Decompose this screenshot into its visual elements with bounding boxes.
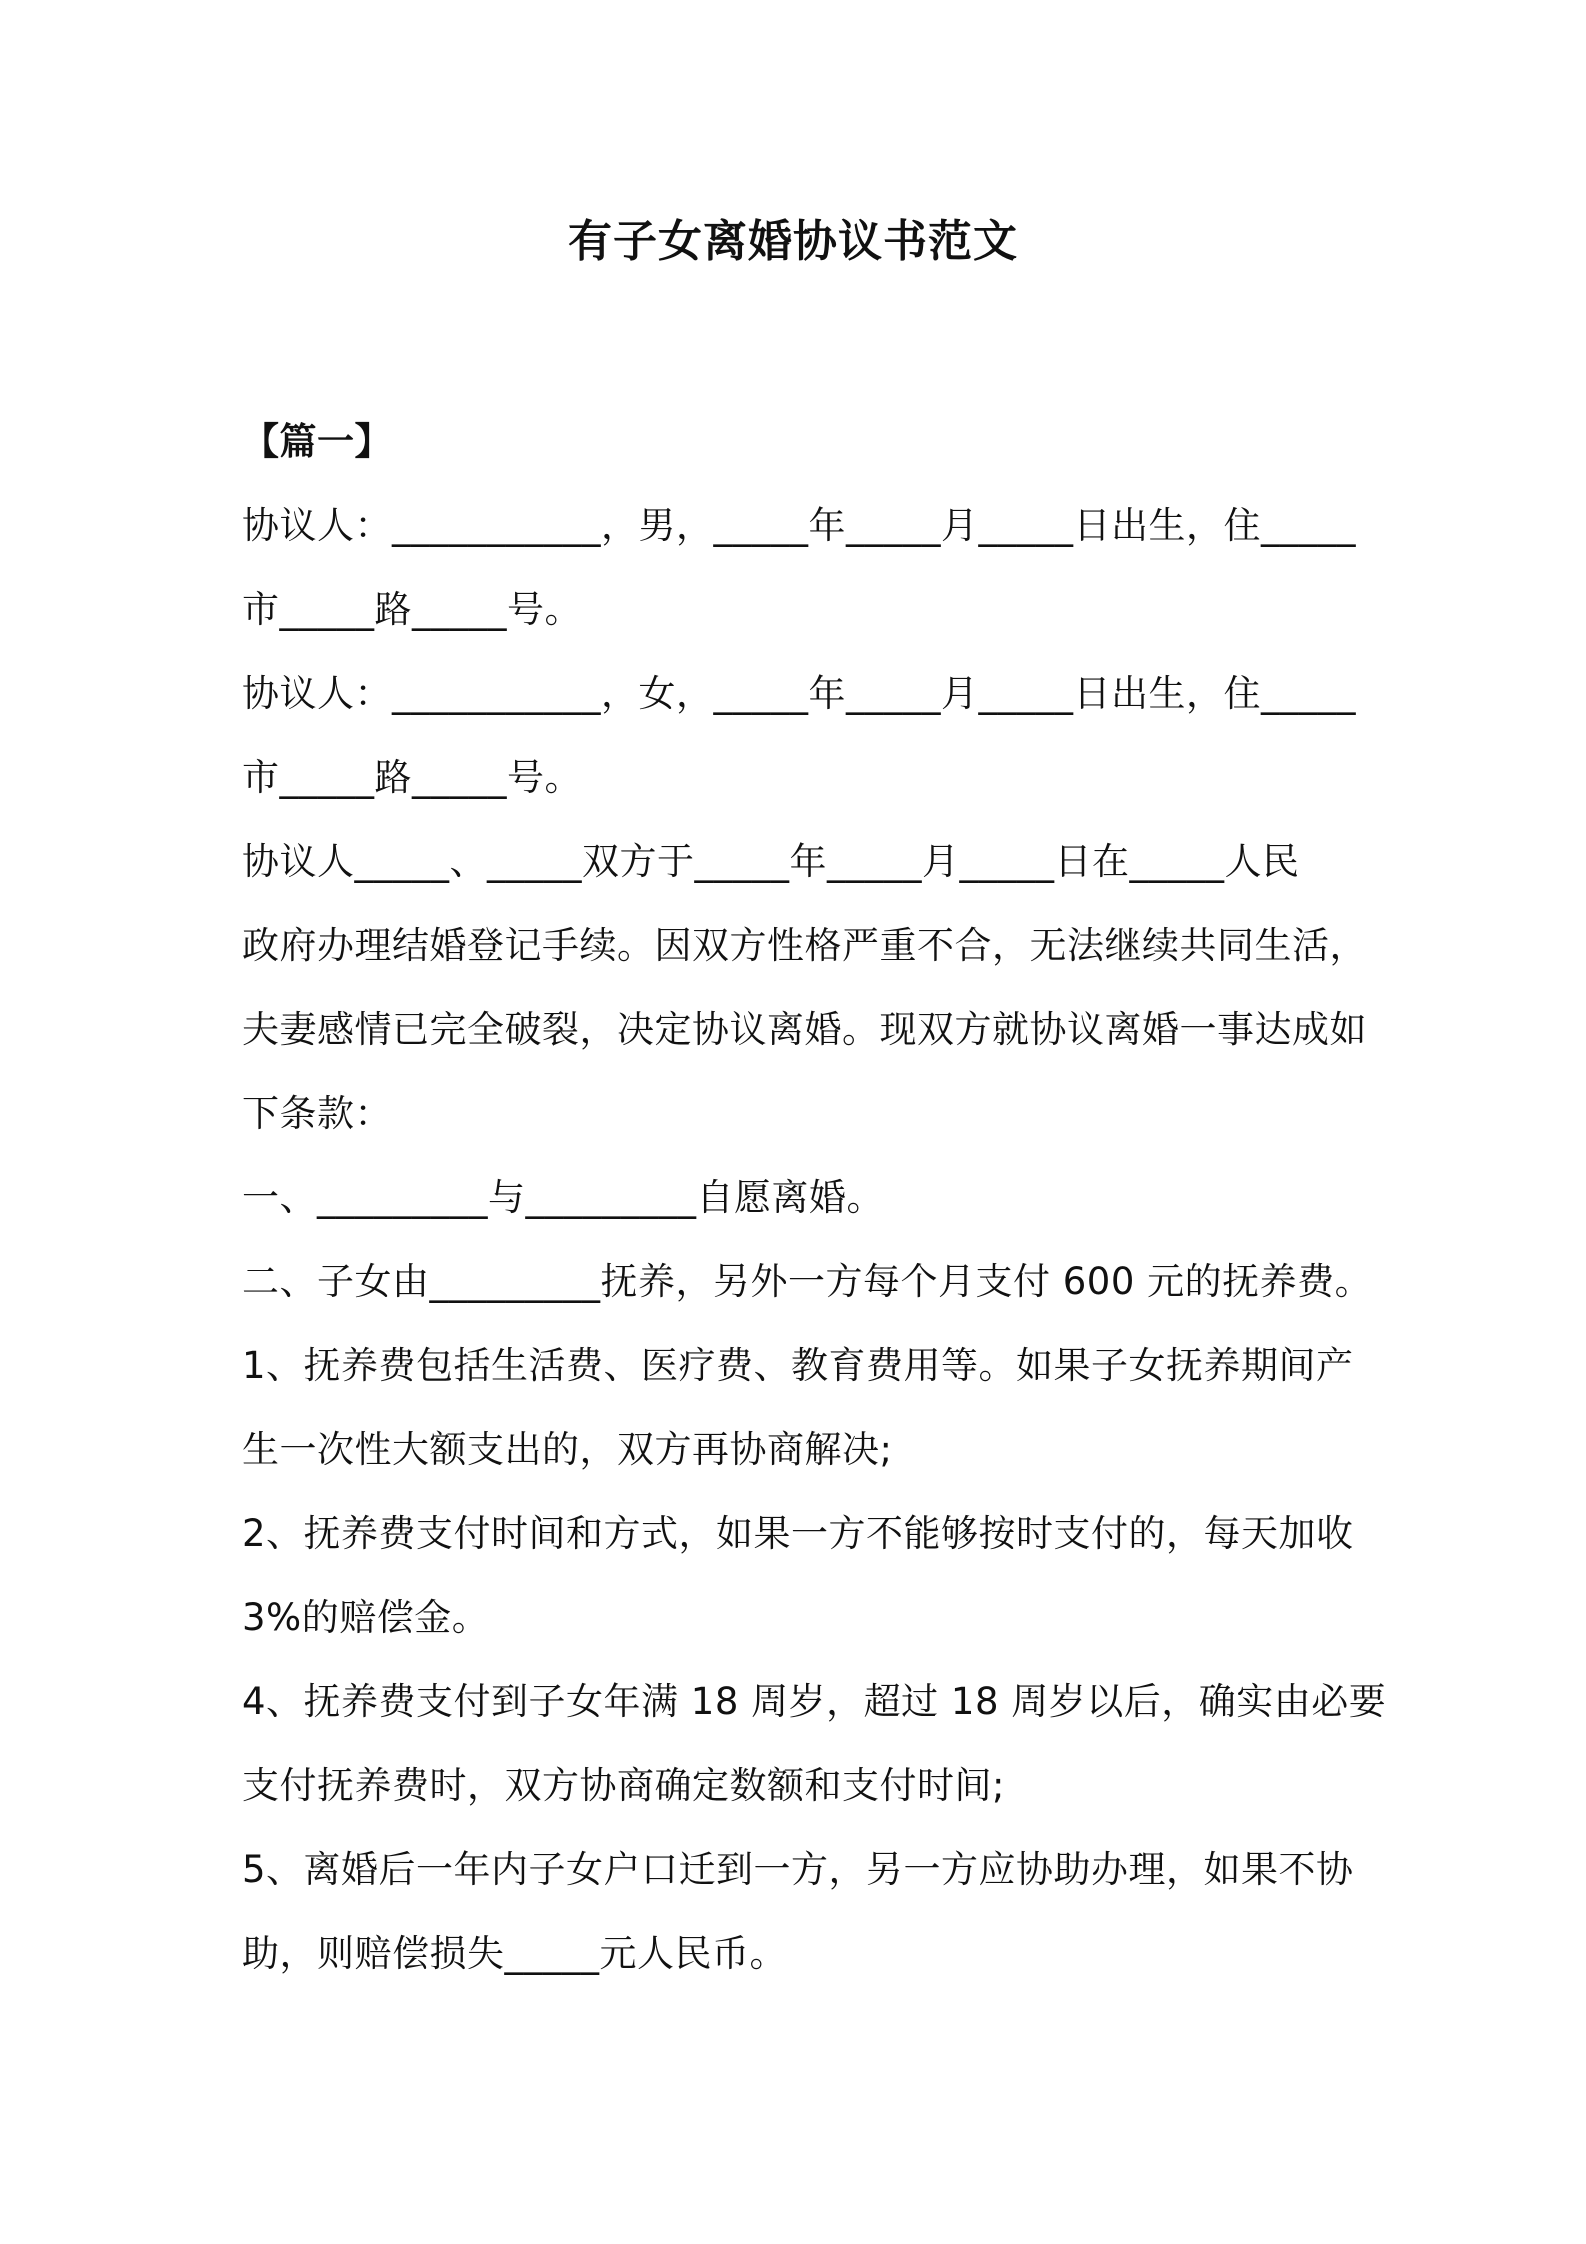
body-line: 5、离婚后一年内子女户口迁到一方，另一方应协助办理，如果不协 xyxy=(242,1848,1354,1891)
section-label: 【篇一】 xyxy=(242,420,392,463)
body-line: 助，则赔偿损失_____元人民币。 xyxy=(242,1932,787,1975)
body-line: 下条款： xyxy=(242,1092,392,1135)
body-line: 政府办理结婚登记手续。因双方性格严重不合，无法继续共同生活， xyxy=(242,924,1367,967)
body-line: 市_____路_____号。 xyxy=(242,588,582,631)
body-line: 协议人_____、_____双方于_____年_____月_____日在_____人民 xyxy=(242,840,1300,883)
body-line: 支付抚养费时，双方协商确定数额和支付时间; xyxy=(242,1764,1005,1807)
body-line: 一、_________与_________自愿离婚。 xyxy=(242,1176,884,1219)
body-line: 协议人：___________，男，_____年_____月_____日出生，住_____ xyxy=(242,504,1356,547)
body-line: 市_____路_____号。 xyxy=(242,756,582,799)
body-line: 2、抚养费支付时间和方式，如果一方不能够按时支付的，每天加收 xyxy=(242,1512,1354,1555)
body-line: 1、抚养费包括生活费、医疗费、教育费用等。如果子女抚养期间产 xyxy=(242,1344,1354,1387)
body-line: 夫妻感情已完全破裂，决定协议离婚。现双方就协议离婚一事达成如 xyxy=(242,1008,1367,1051)
document-title: 有子女离婚协议书范文 xyxy=(568,216,1018,267)
body-line: 3%的赔偿金。 xyxy=(242,1596,490,1639)
body-line: 二、子女由_________抚养，另外一方每个月支付 600 元的抚养费。 xyxy=(242,1260,1373,1303)
document-body xyxy=(242,400,1387,1996)
body-line: 生一次性大额支出的，双方再协商解决; xyxy=(242,1428,893,1471)
body-line: 协议人：___________，女，_____年_____月_____日出生，住_____ xyxy=(242,672,1356,715)
body-line: 4、抚养费支付到子女年满 18 周岁，超过 18 周岁以后，确实由必要 xyxy=(242,1680,1387,1723)
